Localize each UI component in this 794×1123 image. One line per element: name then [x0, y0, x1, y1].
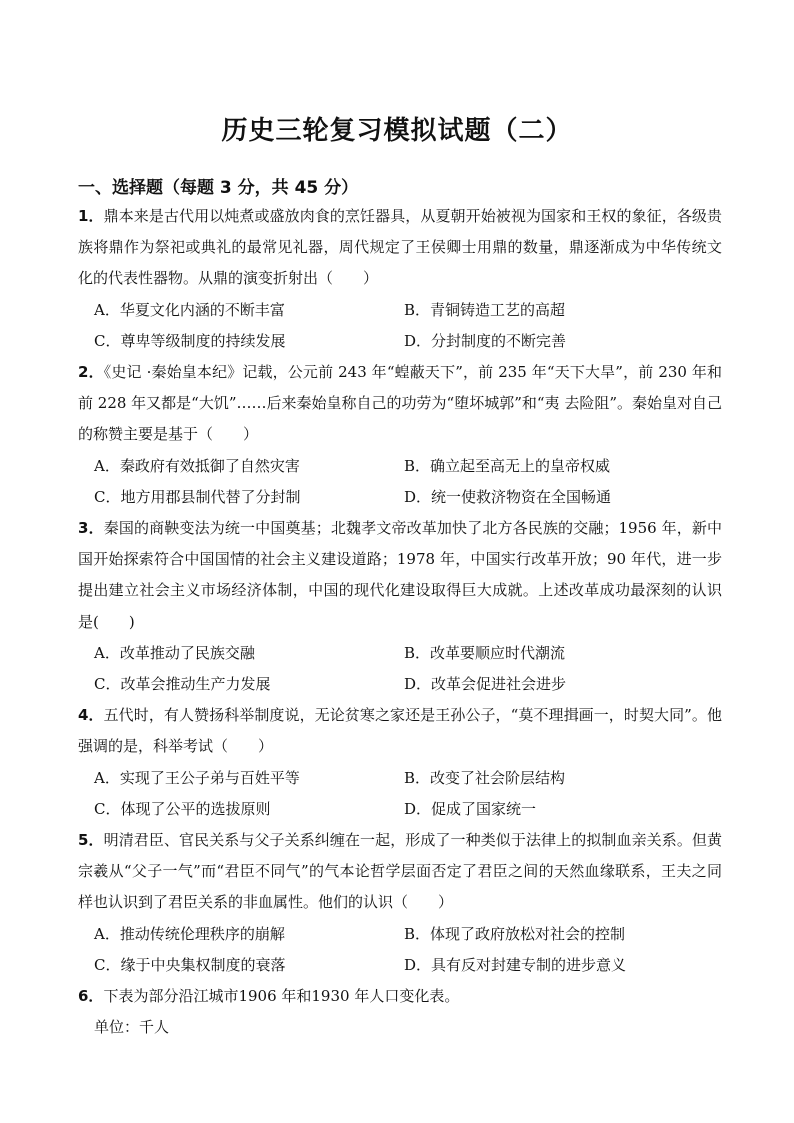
question-4 — [78, 700, 722, 762]
question-list — [78, 201, 722, 1043]
option-d[interactable]: D．促成了国家统一 — [404, 799, 537, 818]
option-d[interactable]: D．改革会促进社会进步 — [404, 675, 567, 694]
question-number: 4． — [78, 706, 104, 725]
question-4-options — [78, 763, 722, 825]
question-stem: 五代时，有人赞扬科举制度说，无论贫寒之家还是王孙公子，“莫不理揖画一，时契大同”。他强调的是，科举考试（ ） — [78, 706, 723, 756]
option-c[interactable]: C．尊卑等级制度的持续发展 — [94, 331, 286, 350]
question-number: 3． — [78, 519, 104, 538]
option-d[interactable]: D．具有反对封建专制的进步意义 — [404, 955, 627, 974]
question-number: 6． — [78, 987, 104, 1006]
question-1-options — [78, 295, 722, 357]
question-number: 5． — [78, 831, 104, 850]
option-b[interactable]: B．改变了社会阶层结构 — [404, 768, 566, 787]
page-title: 历史三轮复习模拟试题（二） — [221, 116, 573, 146]
question-stem: 明清君臣、官民关系与父子关系纠缠在一起，形成了一种类似于法律上的拟制血亲关系。但黄宗羲从“父子一气”而“君臣不同气”的气本论哲学层面否定了君臣之间的天然血缘联系，王夫之同样也认识到了君臣关系的非血属性。他们的认识（ ） — [78, 831, 722, 912]
option-a[interactable]: A．华夏文化内涵的不断丰富 — [94, 300, 285, 319]
question-number: 1． — [78, 207, 104, 225]
question-stem: 鼎本来是古代用以炖煮或盛放肉食的烹饪器具，从夏朝开始被视为国家和王权的象征，各级贵族将鼎作为祭祀或典礼的最常见礼器，周代规定了王侯卿士用鼎的数量，鼎逐渐成为中华传统文化的代表性器物。从鼎的演变折射出（ ） — [78, 207, 722, 288]
option-d[interactable]: D．分封制度的不断完善 — [404, 331, 567, 350]
option-a[interactable]: A．改革推动了民族交融 — [94, 643, 255, 662]
unit-label: 单位：千人 — [94, 1018, 170, 1037]
question-stem: 秦国的商鞅变法为统一中国奠基；北魏孝文帝改革加快了北方各民族的交融；1956 年，新中国开始探索符合中国国情的社会主义建设道路；1978 年，中国实行改革开放；90 年代，进一步提出建立社会主义市场经济体制，中国的现代化建设取得巨大成就。上述改革成功最深刻的认识是( ) — [78, 519, 723, 631]
option-b[interactable]: B．体现了政府放松对社会的控制 — [404, 924, 626, 943]
question-6 — [78, 981, 722, 1012]
option-a[interactable]: A．秦政府有效抵御了自然灾害 — [94, 456, 300, 475]
option-b[interactable]: B．确立起至高无上的皇帝权威 — [404, 456, 611, 475]
section-heading: 一、选择题（每题 3 分，共 45 分） — [78, 178, 359, 198]
question-1 — [78, 201, 722, 295]
question-5 — [78, 825, 722, 919]
option-c[interactable]: C．缘于中央集权制度的衰落 — [94, 955, 286, 974]
question-number: 2． — [78, 363, 104, 382]
option-d[interactable]: D．统一使救济物资在全国畅通 — [404, 487, 612, 506]
question-stem: 《史记 ·秦始皇本纪》记载，公元前 243 年“蝗蔽天下”，前 235 年“天下大旱”，前 230 年和前 228 年又都是“大饥”……后来秦始皇称自己的功劳为“堕坏城郭”和“夷 去险阻”。秦始皇对自己的称赞主要是基于（ ） — [78, 363, 723, 444]
question-5-options — [78, 919, 722, 981]
option-a[interactable]: A．实现了王公子弟与百姓平等 — [94, 768, 300, 787]
option-c[interactable]: C．改革会推动生产力发展 — [94, 675, 271, 694]
option-c[interactable]: C．地方用郡县制代替了分封制 — [94, 487, 301, 506]
option-b[interactable]: B．改革要顺应时代潮流 — [404, 643, 566, 662]
question-3 — [78, 513, 722, 638]
question-2-options — [78, 451, 722, 513]
question-2 — [78, 357, 722, 451]
option-b[interactable]: B．青铜铸造工艺的高超 — [404, 300, 566, 319]
question-stem: 下表为部分沿江城市1906 年和1930 年人口变化表。 — [103, 987, 460, 1006]
option-a[interactable]: A．推动传统伦理秩序的崩解 — [94, 924, 285, 943]
option-c[interactable]: C．体现了公平的选拔原则 — [94, 799, 271, 818]
question-3-options — [78, 638, 722, 700]
